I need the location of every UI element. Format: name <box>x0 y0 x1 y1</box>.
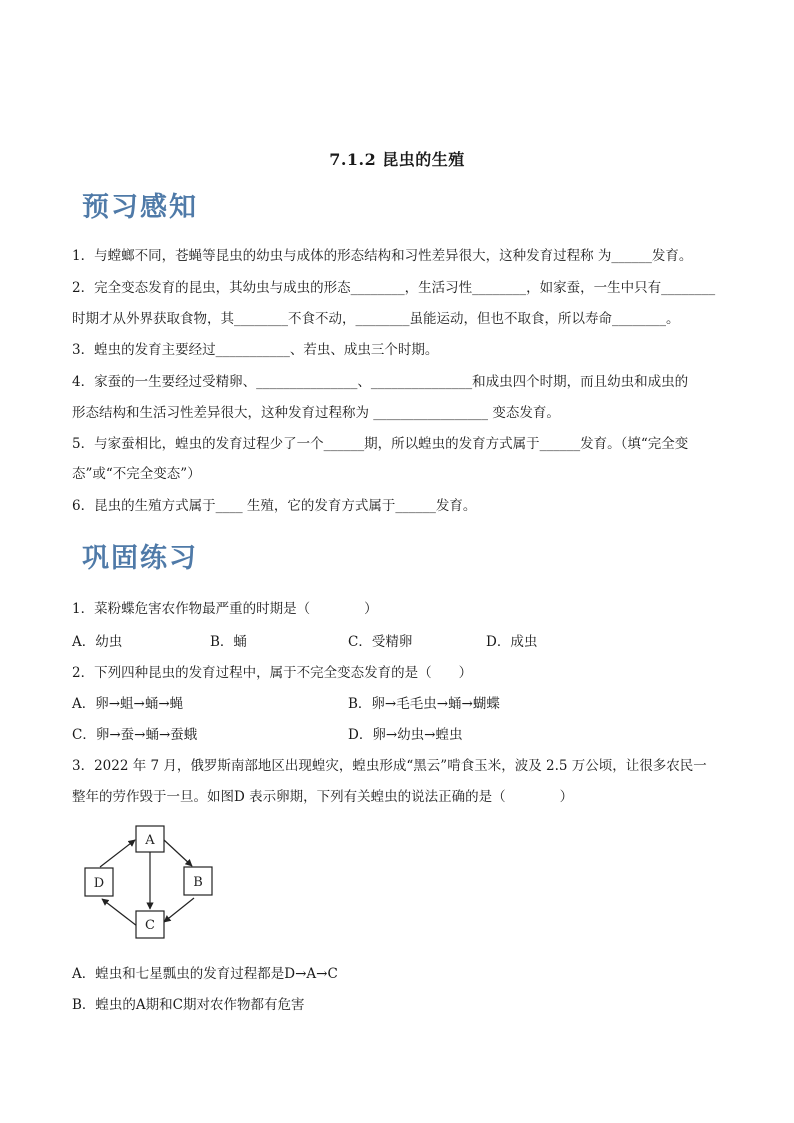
node-c-label: C <box>145 918 155 933</box>
preview-line: 4．家蚕的一生要经过受精卵、_______________、_______________和成虫四个时期，而且幼虫和成虫的 <box>72 374 689 390</box>
preview-line: 5．与家蚕相比，蝗虫的发育过程少了一个______期，所以蝗虫的发育方式属于______发育。（填“完全变 <box>72 436 689 452</box>
option-d: D．成虫 <box>486 634 538 650</box>
node-d-label: D <box>93 876 105 891</box>
preview-line: 时期才从外界获取食物，其________不食不动，________虽能运动，但也不取食，所以寿命________。 <box>72 311 680 327</box>
question-stem: 2．下列四种昆虫的发育过程中，属于不完全变态发育的是（ ） <box>72 665 473 681</box>
section-heading-practice: 巩固练习 <box>82 543 198 574</box>
preview-line: 2．完全变态发育的昆虫，其幼虫与成虫的形态________，生活习性________，如家蚕，一生中只有________ <box>72 280 716 296</box>
node-b-label: B <box>193 875 203 890</box>
option-a: A．卵→蛆→蛹→蝇 <box>72 696 184 712</box>
section-heading-preview: 预习感知 <box>82 192 198 223</box>
option-d: D．卵→幼虫→蝗虫 <box>348 727 463 743</box>
option-b: B．卵→毛毛虫→蛹→蝴蝶 <box>348 696 500 712</box>
option-a: A．幼虫 <box>72 634 123 650</box>
option-c: C．受精卵 <box>348 634 413 650</box>
preview-line: 形态结构和生活习性差异很大，这种发育过程称为 _________________ 变态发育。 <box>72 405 560 421</box>
preview-line: 1．与螳螂不同，苍蝇等昆虫的幼虫与成体的形态结构和习性差异很大，这种发育过程称 为______发育。 <box>72 248 693 264</box>
preview-line: 6．昆虫的生殖方式属于____ 生殖，它的发育方式属于______发育。 <box>72 498 477 514</box>
question-stem: 1．菜粉蝶危害农作物最严重的时期是（ ） <box>72 601 378 617</box>
preview-line: 态”或“不完全变态”） <box>72 466 201 482</box>
page-title: 7.1.2 昆虫的生殖 <box>329 150 465 169</box>
preview-line: 3．蝗虫的发育主要经过___________、若虫、成虫三个时期。 <box>72 342 439 358</box>
option-a: A．蝗虫和七星瓢虫的发育过程都是D→A→C <box>72 966 338 982</box>
question-stem: 3．2022 年 7 月，俄罗斯南部地区出现蝗灾，蝗虫形成“黑云”啃食玉米，波及 2.5 万公顷，让很多农民一 <box>72 758 707 774</box>
option-b: B．蝗虫的A期和C期对农作物都有危害 <box>72 997 305 1013</box>
option-c: C．卵→蚕→蛹→蚕蛾 <box>72 727 198 743</box>
locust-life-cycle-diagram <box>80 822 230 947</box>
option-b: B．蛹 <box>210 634 247 650</box>
question-stem: 整年的劳作毁于一旦。如图D 表示卵期，下列有关蝗虫的说法正确的是（ ） <box>72 789 574 805</box>
node-a-label: A <box>145 833 155 848</box>
